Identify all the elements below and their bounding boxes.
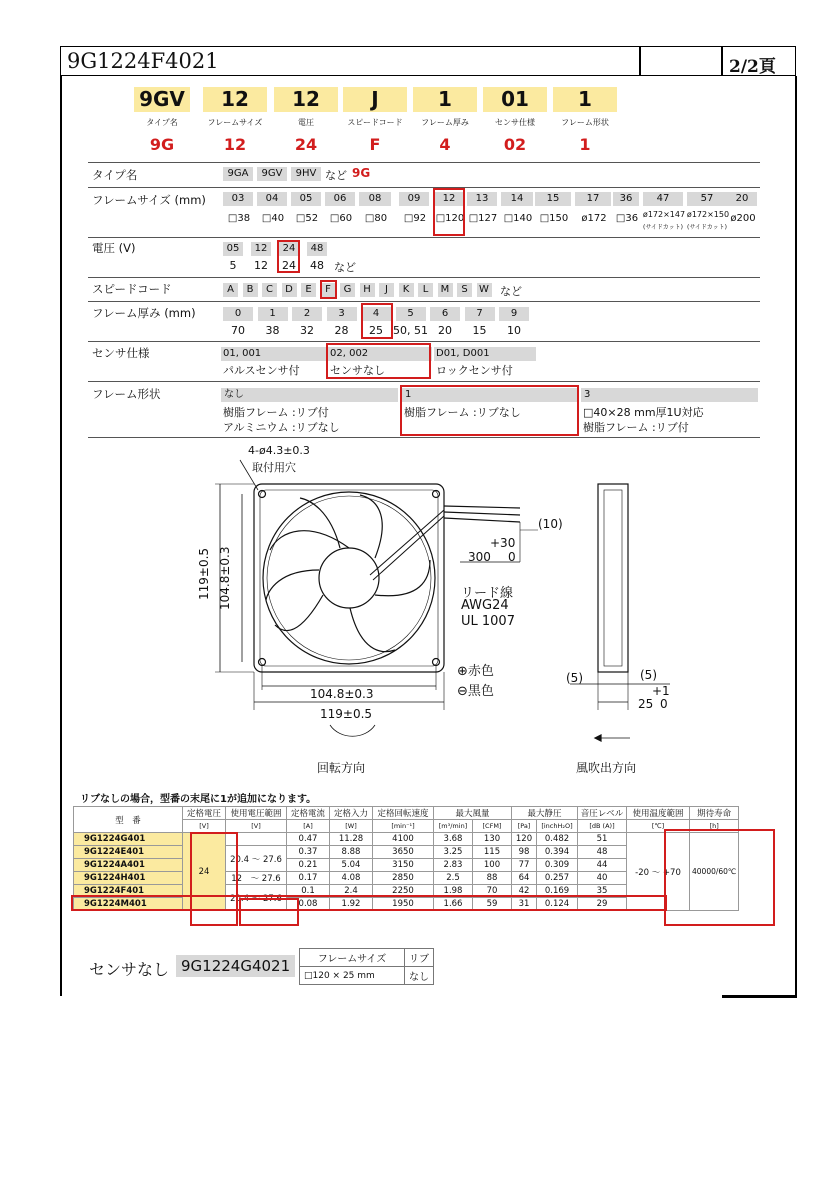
speed-code: L bbox=[418, 283, 433, 297]
size-code: 06 bbox=[325, 192, 355, 206]
dim-10: (10) bbox=[538, 517, 563, 531]
th-airflow: 最大風量 bbox=[434, 807, 512, 820]
rated-voltage: 24 bbox=[183, 833, 226, 911]
code-box-type: 9GV bbox=[134, 87, 190, 112]
voltage-code: 48 bbox=[307, 242, 327, 256]
dim-inner-v: 104.8±0.3 bbox=[218, 546, 232, 610]
code-label: フレーム厚み bbox=[421, 118, 469, 127]
thick-code: 3 bbox=[327, 307, 357, 321]
speed-code: D bbox=[282, 283, 297, 297]
side-plus1: +1 bbox=[652, 684, 670, 698]
sensor-code: 01, 001 bbox=[221, 347, 327, 361]
size-dim: □36 bbox=[615, 213, 639, 224]
lead-zero: 0 bbox=[508, 550, 516, 564]
size-code: 17 bbox=[575, 192, 611, 206]
shape-line: 樹脂フレーム :リブなし bbox=[404, 406, 521, 419]
lead-label: リード線 bbox=[461, 586, 514, 601]
shape-line: □40×28 mm厚1U対応 bbox=[583, 406, 704, 419]
code-label: 電圧 bbox=[298, 118, 314, 127]
speed-code: B bbox=[243, 283, 258, 297]
speed-code: E bbox=[301, 283, 316, 297]
range-1: 20.4 ～ 27.6 bbox=[226, 846, 287, 872]
size-code: 36 bbox=[613, 192, 639, 206]
frame-right bbox=[795, 76, 797, 996]
thick-value: 32 bbox=[300, 324, 314, 337]
thick-code: 0 bbox=[223, 307, 253, 321]
thick-code: 1 bbox=[258, 307, 288, 321]
side-5b: (5) bbox=[640, 668, 657, 682]
sensorless-model: 9G1224G4021 bbox=[176, 955, 295, 977]
thick-value: 50, 51 bbox=[393, 324, 428, 337]
dim-outer-v: 119±0.5 bbox=[197, 547, 211, 600]
size-code: 47 bbox=[643, 192, 683, 206]
size-code: 12 bbox=[433, 192, 465, 206]
row-label-size: フレームサイズ (mm) bbox=[92, 193, 206, 207]
code-label: センサ仕様 bbox=[495, 118, 535, 127]
code-label: フレーム形状 bbox=[561, 118, 609, 127]
table-note: リブなしの場合，型番の末尾に1が追加になります。 bbox=[80, 794, 317, 805]
size-dim: □150 bbox=[539, 213, 569, 224]
select-box-voltage bbox=[277, 240, 300, 273]
unit: [℃] bbox=[627, 820, 690, 833]
sensor-desc: パルスセンサ付 bbox=[223, 364, 300, 377]
code-label: スピードコード bbox=[347, 118, 403, 127]
speed-code: S bbox=[457, 283, 472, 297]
voltage-code: 05 bbox=[223, 242, 243, 256]
hole-label: 取付用穴 bbox=[252, 461, 296, 474]
speed-code: A bbox=[223, 283, 238, 297]
part-number: 9G1224F4021 bbox=[67, 49, 219, 73]
size-dim: □140 bbox=[503, 213, 533, 224]
speed-code: G bbox=[340, 283, 355, 297]
airflow-label: 風吹出方向 bbox=[576, 761, 637, 775]
size-dim: ø172×150 bbox=[686, 210, 730, 219]
unit: [V] bbox=[183, 820, 226, 833]
thick-value: 15 bbox=[472, 324, 487, 337]
th-model: 型 番 bbox=[74, 807, 183, 833]
size-code: 15 bbox=[535, 192, 571, 206]
size-dim: □40 bbox=[261, 213, 285, 224]
thick-code: 4 bbox=[361, 307, 391, 321]
size-dim: □80 bbox=[364, 213, 388, 224]
row-label-type: タイプ名 bbox=[92, 168, 138, 182]
size-code: 20 bbox=[727, 192, 757, 206]
select-box-thick bbox=[361, 303, 393, 339]
dim-inner-h: 104.8±0.3 bbox=[310, 687, 374, 701]
shape-code: 1 bbox=[402, 388, 579, 402]
selected-code: 12 bbox=[223, 135, 247, 154]
size-dim: ø172×147 bbox=[642, 210, 686, 219]
side-5a: (5) bbox=[566, 671, 583, 685]
size-dim: □92 bbox=[403, 213, 427, 224]
table-row: 9G1224G401 24 0.47 11.28 4100 3.68 130 120 0.482 51 -20 ～ +70 40000/60℃ bbox=[74, 833, 739, 846]
code-box-size: 12 bbox=[203, 87, 267, 112]
table-row: 9G1224A401 0.21 5.04 3150 2.83 100 77 0.309 44 bbox=[74, 859, 739, 872]
voltage-suffix: など bbox=[334, 261, 356, 274]
th-speed: 定格回転速度 bbox=[373, 807, 434, 820]
selected-code: 4 bbox=[439, 135, 451, 154]
row-label-shape: フレーム形状 bbox=[92, 387, 161, 401]
voltage-value: 5 bbox=[229, 259, 237, 272]
wire-red: ⊕赤色 bbox=[457, 664, 494, 679]
type-chip: 9GA bbox=[223, 167, 253, 181]
code-box-sensor: 01 bbox=[483, 87, 547, 112]
size-dim: □60 bbox=[329, 213, 353, 224]
selected-code: 02 bbox=[503, 135, 527, 154]
side-0: 0 bbox=[660, 697, 668, 711]
size-code: 08 bbox=[359, 192, 391, 206]
lead-length: 300 bbox=[468, 550, 491, 564]
unit: [Pa] bbox=[512, 820, 537, 833]
voltage-value: 48 bbox=[310, 259, 324, 272]
size-dim: ø172 bbox=[581, 213, 607, 224]
hole-spec: 4-ø4.3±0.3 bbox=[248, 444, 310, 457]
speed-code: K bbox=[399, 283, 414, 297]
table-row: 9G1224M401 0.08 1.92 1950 1.66 59 31 0.124 29 bbox=[74, 898, 739, 911]
voltage-value: 12 bbox=[254, 259, 268, 272]
code-label: フレームサイズ bbox=[207, 118, 263, 127]
unit: [min⁻¹] bbox=[373, 820, 434, 833]
speed-suffix: など bbox=[500, 285, 522, 298]
size-code: 09 bbox=[399, 192, 429, 206]
code-box-thick: 1 bbox=[413, 87, 477, 112]
speed-code: H bbox=[360, 283, 375, 297]
code-label: タイプ名 bbox=[146, 118, 178, 127]
thick-value: 10 bbox=[507, 324, 521, 337]
th-range: 使用電圧範囲 bbox=[226, 807, 287, 820]
thick-code: 5 bbox=[396, 307, 426, 321]
frame-left bbox=[60, 76, 62, 996]
size-code: 03 bbox=[223, 192, 253, 206]
code-box-speed: J bbox=[343, 87, 407, 112]
range-2: 12 ～ 27.6 bbox=[226, 872, 287, 885]
sensorless-table bbox=[299, 948, 434, 985]
size-code: 05 bbox=[291, 192, 321, 206]
lead-plus: +30 bbox=[490, 536, 516, 550]
size-dim-note: (サイドカット) bbox=[642, 224, 684, 231]
type-chip: 9GV bbox=[257, 167, 287, 181]
sl-val1: □120 × 25 mm bbox=[300, 967, 405, 985]
th-life: 期待寿命 bbox=[690, 807, 739, 820]
unit: [V] bbox=[226, 820, 287, 833]
size-dim-note: (サイドカット) bbox=[686, 224, 728, 231]
row-label-sensor: センサ仕様 bbox=[92, 346, 150, 360]
select-box-sensor bbox=[326, 343, 431, 379]
size-dim: □52 bbox=[295, 213, 319, 224]
row-label-voltage: 電圧 (V) bbox=[92, 241, 136, 255]
thick-code: 7 bbox=[465, 307, 495, 321]
th-input: 定格入力 bbox=[330, 807, 373, 820]
sensor-code: D01, D001 bbox=[434, 347, 536, 361]
sl-col2: リブ bbox=[405, 949, 434, 967]
shape-code: 3 bbox=[581, 388, 758, 402]
select-box-temp-life bbox=[664, 829, 775, 926]
fan-drawing bbox=[190, 440, 700, 780]
type-chip: 9HV bbox=[291, 167, 321, 181]
size-dim: ø200 bbox=[730, 213, 756, 224]
voltage-value: 24 bbox=[282, 259, 296, 272]
row-label-thick: フレーム厚み (mm) bbox=[92, 306, 196, 320]
voltage-code: 12 bbox=[251, 242, 271, 256]
temp-range: -20 ～ +70 bbox=[627, 833, 690, 911]
selected-code: F bbox=[369, 135, 381, 154]
lead-awg: AWG24 bbox=[461, 598, 509, 613]
th-current: 定格電流 bbox=[287, 807, 330, 820]
speed-code: W bbox=[477, 283, 492, 297]
dim-outer-h: 119±0.5 bbox=[320, 707, 373, 721]
range-3: 20.4 ～ 27.6 bbox=[226, 885, 287, 911]
unit: [inchH₂O] bbox=[537, 820, 578, 833]
size-code: 13 bbox=[467, 192, 497, 206]
th-pressure: 最大静圧 bbox=[512, 807, 578, 820]
speed-code: C bbox=[262, 283, 277, 297]
sensor-desc: ロックセンサ付 bbox=[436, 364, 513, 377]
sensor-desc: センサなし bbox=[330, 364, 385, 377]
code-box-voltage: 12 bbox=[274, 87, 338, 112]
th-temp: 使用温度範囲 bbox=[627, 807, 690, 820]
thick-value: 70 bbox=[231, 324, 245, 337]
unit: [W] bbox=[330, 820, 373, 833]
shape-line: 樹脂フレーム :リブ付 bbox=[583, 421, 689, 434]
speed-code: F bbox=[321, 283, 336, 297]
speed-code: M bbox=[438, 283, 453, 297]
select-box-row bbox=[71, 895, 667, 911]
lead-ul: UL 1007 bbox=[461, 614, 515, 629]
size-code: 14 bbox=[501, 192, 533, 206]
frame-bottom-bar bbox=[722, 995, 797, 998]
size-code: 04 bbox=[257, 192, 287, 206]
table-row: 9G1224E401 20.4 ～ 27.6 0.37 8.88 3650 3.25 115 98 0.394 48 bbox=[74, 846, 739, 859]
unit: [CFM] bbox=[473, 820, 512, 833]
selected-code: 24 bbox=[294, 135, 318, 154]
side-25: 25 bbox=[638, 697, 654, 711]
thick-value: 28 bbox=[334, 324, 349, 337]
page-number: 2/2頁 bbox=[729, 57, 776, 77]
rotation-label: 回転方向 bbox=[317, 761, 366, 775]
unit: [dB (A)] bbox=[578, 820, 627, 833]
wire-black: ⊖黒色 bbox=[457, 684, 494, 699]
shape-line: 樹脂フレーム :リブ付 bbox=[223, 406, 329, 419]
unit: [m³/min] bbox=[434, 820, 473, 833]
sensor-code: 02, 002 bbox=[328, 347, 432, 361]
thick-value: 38 bbox=[265, 324, 280, 337]
th-voltage: 定格電圧 bbox=[183, 807, 226, 820]
voltage-code: 24 bbox=[279, 242, 299, 256]
type-selected: 9G bbox=[352, 166, 371, 180]
thick-code: 9 bbox=[499, 307, 529, 321]
th-noise: 音圧レベル bbox=[578, 807, 627, 820]
unit: [A] bbox=[287, 820, 330, 833]
thick-code: 6 bbox=[430, 307, 460, 321]
selected-code: 9G bbox=[149, 135, 175, 154]
table-row: 9G1224H401 12 ～ 27.6 0.17 4.08 2850 2.5 88 64 0.257 40 bbox=[74, 872, 739, 885]
sensorless-label: センサなし bbox=[89, 960, 170, 979]
thick-value: 25 bbox=[369, 324, 383, 337]
type-suffix: など bbox=[325, 169, 347, 182]
size-dim: □120 bbox=[435, 213, 465, 224]
select-box-voltage-col bbox=[190, 832, 238, 926]
shape-line: アルミニウム :リブなし bbox=[223, 421, 340, 434]
row-label-speed: スピードコード bbox=[92, 282, 172, 296]
size-code: 57 bbox=[687, 192, 727, 206]
header-box bbox=[60, 46, 796, 76]
shape-code: なし bbox=[221, 388, 398, 402]
unit: [h] bbox=[690, 820, 739, 833]
life: 40000/60℃ bbox=[690, 833, 739, 911]
size-dim: □127 bbox=[468, 213, 498, 224]
thick-value: 20 bbox=[438, 324, 452, 337]
thick-code: 2 bbox=[292, 307, 322, 321]
table-row: 9G1224F401 20.4 ～ 27.6 0.1 2.4 2250 1.98 70 42 0.169 35 bbox=[74, 885, 739, 898]
sl-col1: フレームサイズ bbox=[300, 949, 405, 967]
size-dim: □38 bbox=[227, 213, 251, 224]
select-box-speed bbox=[320, 280, 337, 299]
select-box-shape bbox=[400, 385, 579, 436]
speed-code: J bbox=[379, 283, 394, 297]
select-box-size bbox=[433, 188, 465, 236]
selected-code: 1 bbox=[579, 135, 591, 154]
code-box-shape: 1 bbox=[553, 87, 617, 112]
sl-val2: なし bbox=[405, 967, 434, 985]
